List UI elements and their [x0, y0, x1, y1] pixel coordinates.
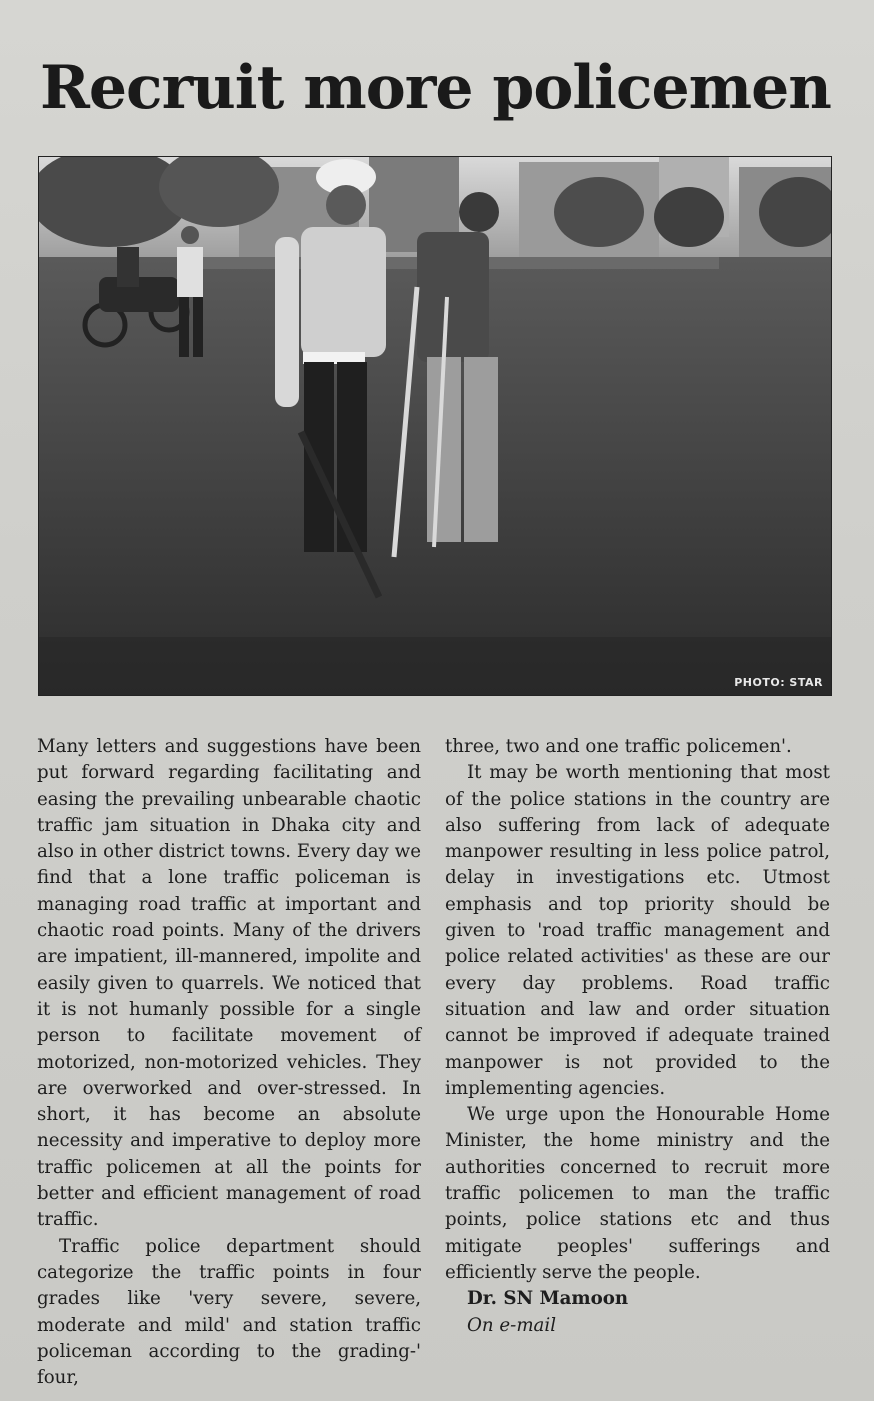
author-name: Dr. SN Mamoon: [467, 1288, 629, 1310]
photo-credit: PHOTO: STAR: [734, 676, 823, 689]
paragraph: We urge upon the Honourable Home Minister, the home ministry and the authorities concerned to recruit more traffic policemen to man the traffic points, police stations etc and thus mitigate peoples' sufferings and efficiently serve the people.: [445, 1104, 830, 1283]
news-photo: [38, 156, 832, 696]
paragraph: Traffic police department should categorize the traffic points in four grades like 'very severe, severe, moderate and mild' and station traffic policeman according to the grading-' four,: [37, 1235, 421, 1389]
paragraph: It may be worth mentioning that most of the police stations in the country are also suffering from lack of adequate manpower resulting in less police patrol, delay in investigations etc. Utmost emphasis and top priority should be given to 'road traffic management and police related activities' as these are our every day problems. Road traffic situation and law and order situation cannot be improved if adequate trained manpower is not provided to the implementing agencies.: [445, 762, 830, 1099]
headline: Recruit more policemen: [40, 53, 831, 123]
article-column-left: [37, 734, 421, 1391]
photo-street-scene-icon: [39, 157, 831, 695]
paragraph: Many letters and suggestions have been put forward regarding facilitating and easing the prevailing unbearable chaotic traffic jam situation in Dhaka city and also in other district towns. Every day we find that a lone traffic policeman is managing road traffic at important and chaotic road points. Many of the drivers are impatient, ill-mannered, impolite and easily given to quarrels. We noticed that it is not humanly possible for a single person to facilitate movement of motorized, non-motorized vehicles. They are overworked and over-stressed. In short, it has become an absolute necessity and imperative to deploy more traffic policemen at all the points for better and efficient management of road traffic.: [37, 736, 421, 1231]
submission-method: On e-mail: [467, 1314, 557, 1336]
article-column-right: [445, 734, 830, 1339]
paragraph-continuation: three, two and one traffic policemen'.: [445, 736, 792, 757]
